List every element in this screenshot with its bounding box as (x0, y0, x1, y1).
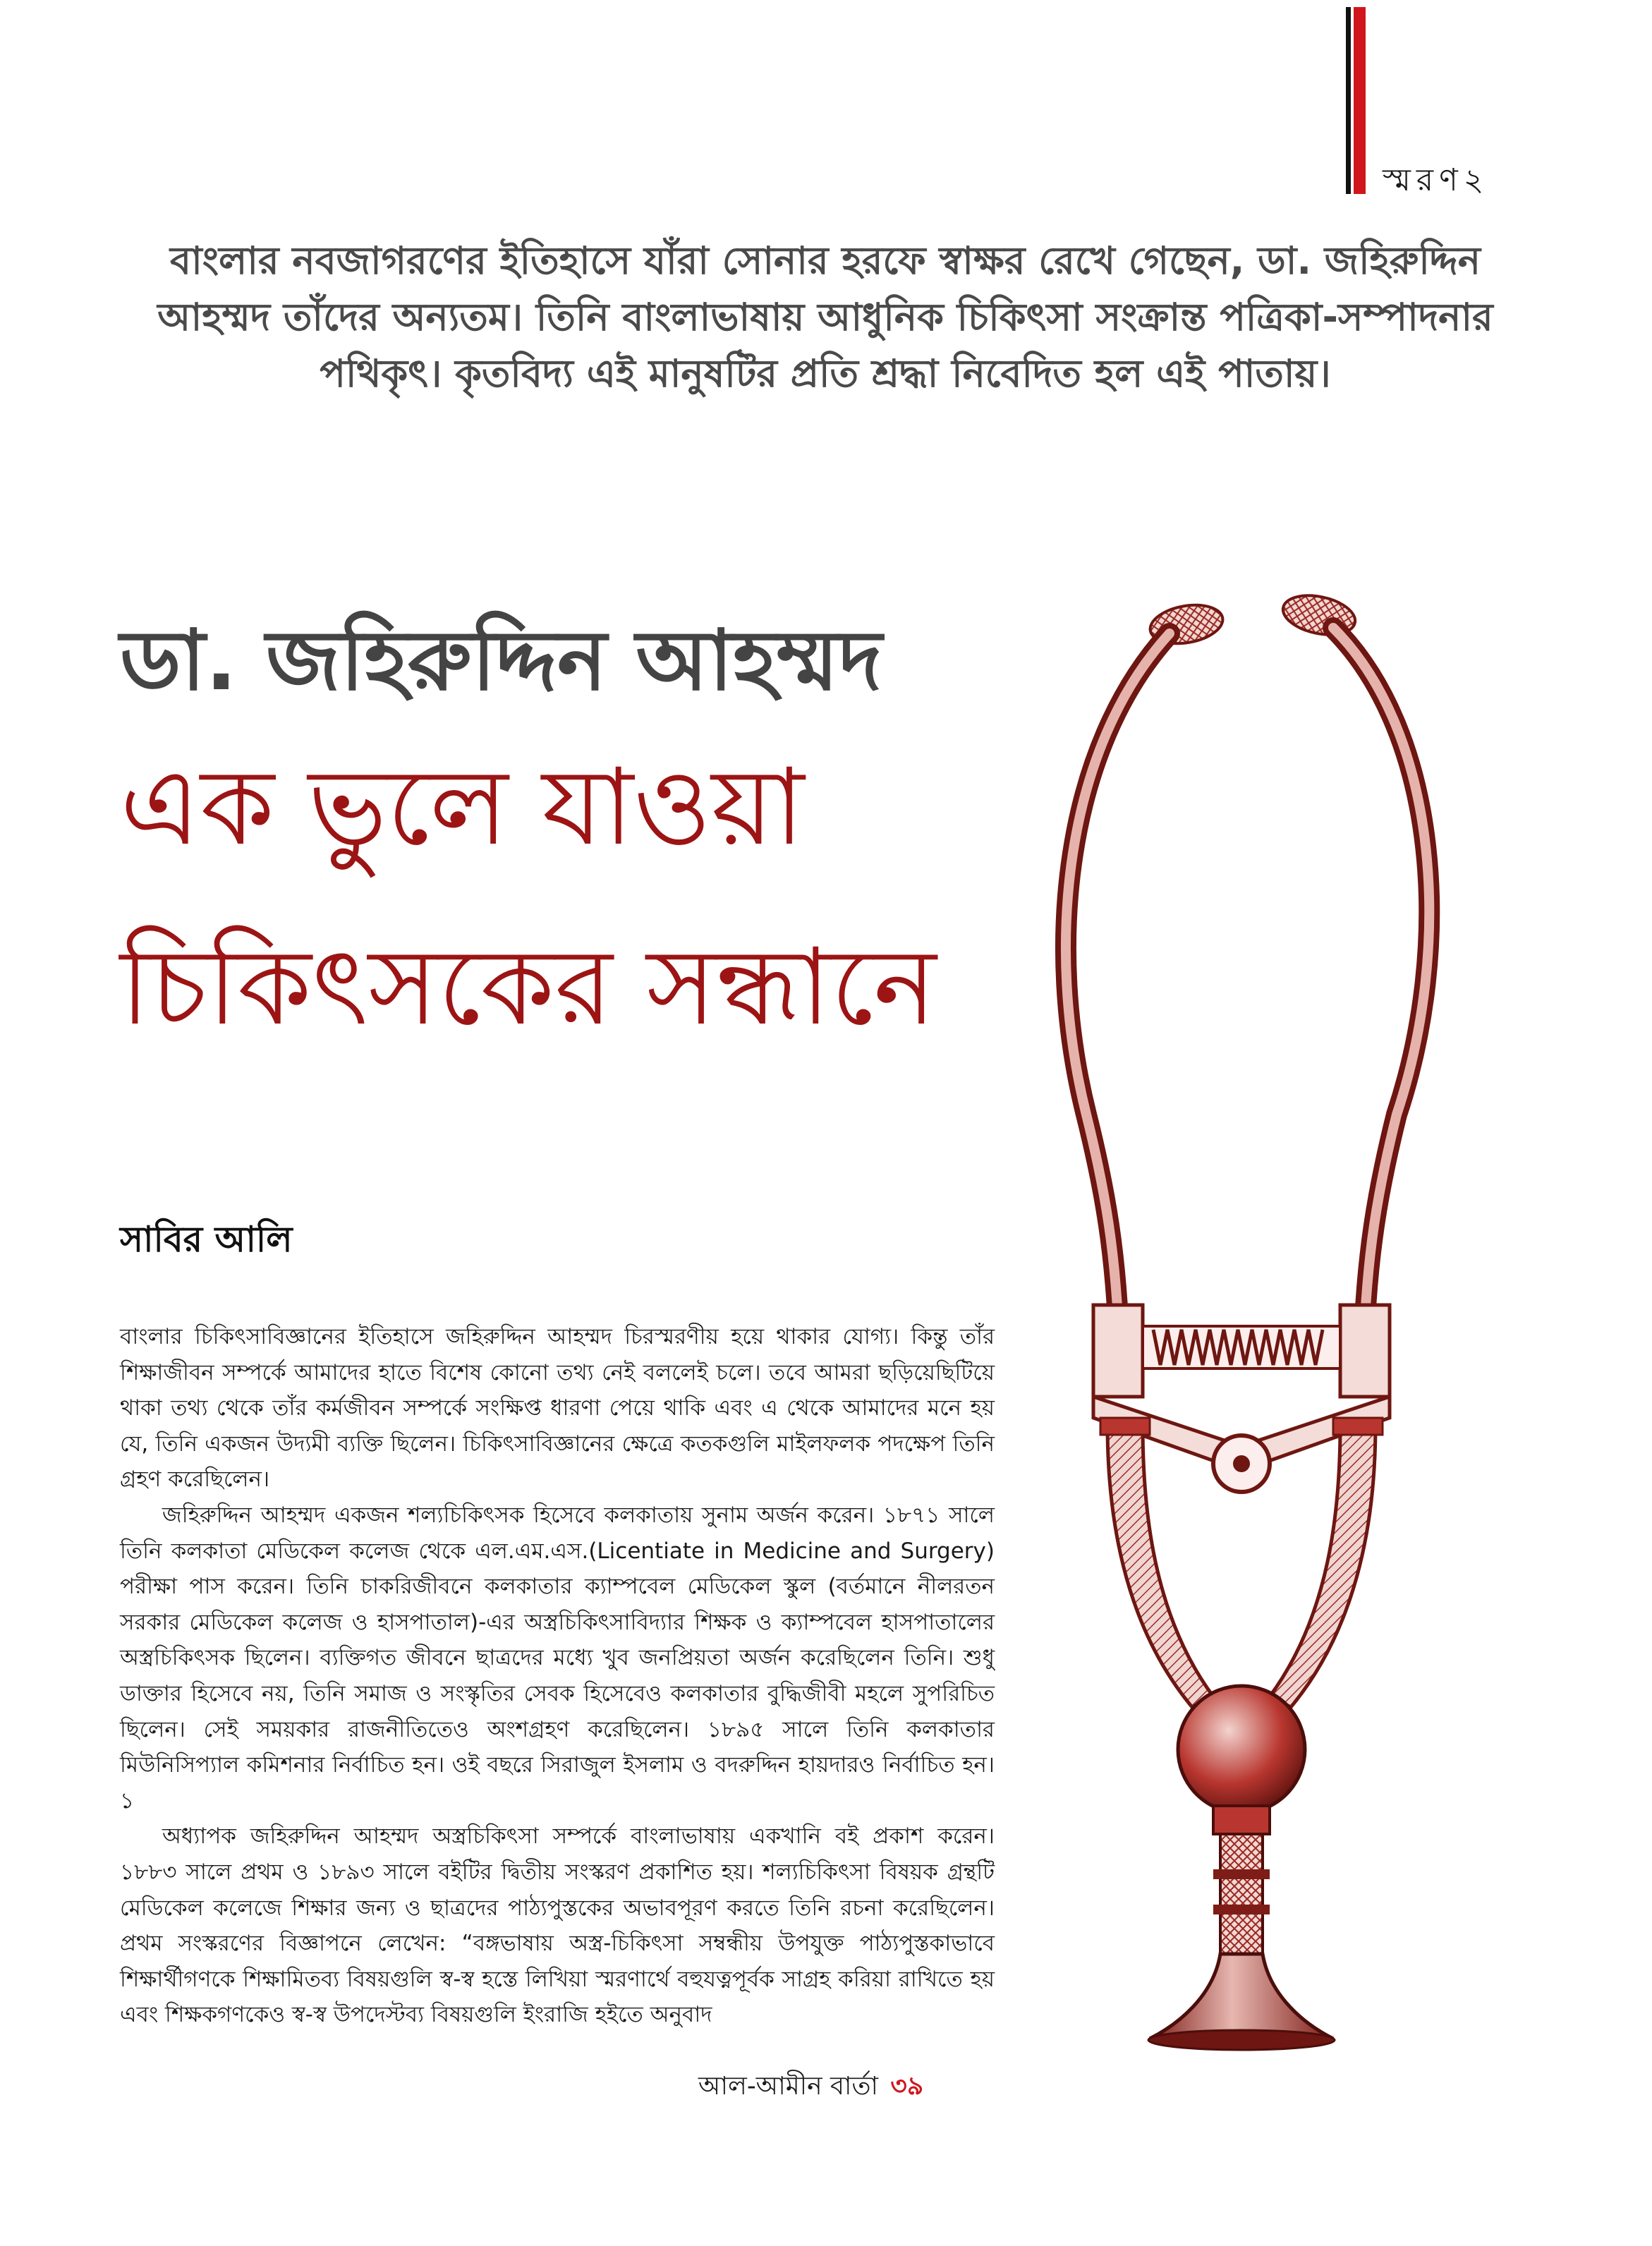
ball-joint (1178, 1686, 1305, 1813)
page-number: ৩৯ (890, 2072, 924, 2101)
black-bar (1346, 7, 1351, 194)
body-paragraph-3: অধ্যাপক জহিরুদ্দিন আহম্মদ অস্ত্রচিকিৎসা সম্পর্কে বাংলাভাষায় একখানি বই প্রকাশ করেন। ১৮৮৩ সালে প্রথম ও ১৮৯৩ সালে বইটির দ্বিতীয় সংস্করণ প্রকাশিত হয়। শল্যচিকিৎসা বিষয়ক গ্রন্থটি মেডিকেল কলেজে শিক্ষার জন্য ও ছাত্রদের পাঠ্যপুস্তকের অভাবপূরণ করতে তিনি রচনা করেছিলেন। প্রথম সংস্করণের বিজ্ঞাপনে লেখেন: “বঙ্গভাষায় অস্ত্র-চিকিৎসা সম্বন্ধীয় উপযুক্ত পাঠ্যপুস্তকাভাবে শিক্ষার্থীগণকে শিক্ষামিতব্য বিষয়গুলি স্ব-স্ব হস্তে লিখিয়া স্মরণার্থে বহুযত্নপূর্বক সাগ্রহ করিয়া রাখিতে হয় এবং শিক্ষকগণকেও স্ব-স্ব উপদেস্টব্য বিষয়গুলি ইংরাজি হইতে অনুবাদ (120, 1823, 995, 2028)
stem (1213, 1806, 1270, 1954)
section-marker-bars (1346, 7, 1368, 194)
chest-piece-bell (1150, 1954, 1333, 2039)
article-title-line-2: চিকিৎসকের সন্ধানে (120, 926, 937, 1049)
red-bar (1354, 7, 1366, 194)
body-paragraph-1: বাংলার চিকিৎসাবিজ্ঞানের ইতিহাসে জহিরুদ্দিন আহম্মদ চিরস্মরণীয় হয়ে থাকার যোগ্য। কিন্তু তাঁর শিক্ষাজীবন সম্পর্কে আমাদের হাতে বিশেষ কোনো তথ্য নেই বললেই চলে। তবে আমরা ছড়িয়েছিটিয়ে থাকা তথ্য থেকে তাঁর কর্মজীবন সম্পর্কে সংক্ষিপ্ত ধারণা পেয়ে থাকি এবং এ থেকে আমাদের মনে হয় যে, তিনি একজন উদ্যমী ব্যক্তি ছিলেন। চিকিৎসাবিজ্ঞানের ক্ষেত্রে কতকগুলি মাইলফলক পদক্ষেপ তিনি গ্রহণ করেছিলেন। (120, 1324, 995, 1493)
author-byline: সাবির আলি (120, 1219, 293, 1260)
page-footer (698, 2067, 923, 2109)
stethoscope-illustration (1002, 578, 1566, 2060)
intro-paragraph: বাংলার নবজাগরণের ইতিহাসে যাঁরা সোনার হরফে স্বাক্ষর রেখে গেছেন, ডা. জহিরুদ্দিন আহম্মদ তাঁদের অন্যতম। তিনি বাংলাভাষায় আধুনিক চিকিৎসা সংক্রান্ত পত্রিকা-সম্পাদনার পথিকৃৎ। কৃতবিদ্য এই মানুষটির প্রতি শ্রদ্ধা নিবেদিত হল এই পাতায়। (157, 238, 1493, 396)
article-body (120, 1319, 995, 2033)
article-title-name: ডা. জহিরুদ্দিন আহম্মদ (120, 612, 882, 709)
body-paragraph-2: জহিরুদ্দিন আহম্মদ একজন শল্যচিকিৎসক হিসেবে কলকাতায় সুনাম অর্জন করেন। ১৮৭১ সালে তিনি কলকাতা মেডিকেল কলেজ থেকে এল.এম.এস.(Licentiate in Medicine and Surgery) পরীক্ষা পাস করেন। তিনি চাকরিজীবনে কলকাতার ক্যাম্পবেল মেডিকেল স্কুল (বর্তমানে নীলরতন সরকার মেডিকেল কলেজ ও হাসপাতাল)-এর অস্ত্রচিকিৎসাবিদ্যার শিক্ষক ও ক্যাম্পবেল হাসপাতালের অস্ত্রচিকিৎসক ছিলেন। ব্যক্তিগত জীবনে ছাত্রদের মধ্যে খুব জনপ্রিয়তা অর্জন করেছিলেন তিনি। শুধু ডাক্তার হিসেবে নয়, তিনি সমাজ ও সংস্কৃতির সেবক হিসেবেও কলকাতার বুদ্ধিজীবী মহলে সুপরিচিত ছিলেন। সেই সময়কার রাজনীতিতেও অংশগ্রহণ করেছিলেন। ১৮৯৫ সালে তিনি কলকাতার মিউনিসিপ্যাল কমিশনার নির্বাচিত হন। ওই বছরে সিরাজুল ইসলাম ও বদরুদ্দিন হায়দারও নির্বাচিত হন।১ (120, 1502, 995, 1814)
article-title-line-1: এক ভুলে যাওয়া (120, 746, 805, 869)
section-label: স্মরণ২ (1383, 162, 1490, 198)
magazine-name: আল-আমীন বার্তা (698, 2072, 878, 2101)
